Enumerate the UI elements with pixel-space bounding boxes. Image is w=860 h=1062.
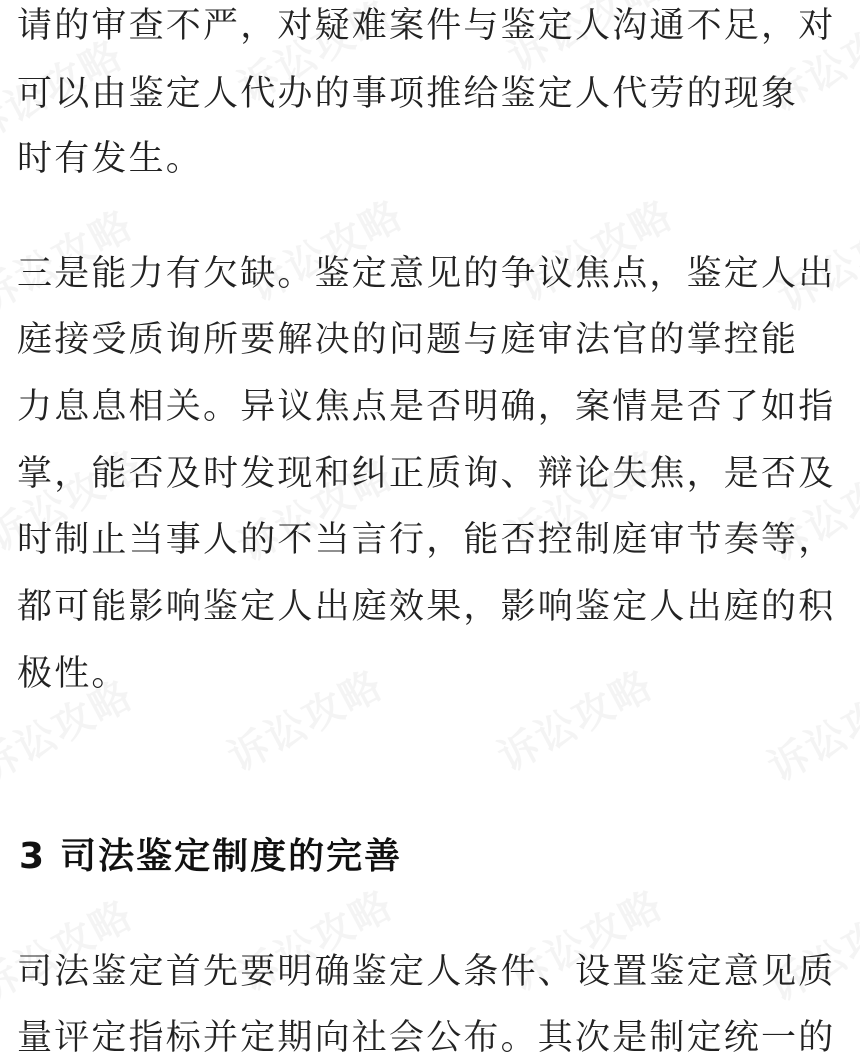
paragraph-line: 庭接受质询所要解决的问题与庭审法官的掌控能 bbox=[17, 320, 799, 360]
paragraph-line: 力息息相关。异议焦点是否明确，案情是否了如指 bbox=[17, 387, 836, 427]
section-title: 司法鉴定制度的完善 bbox=[60, 836, 403, 877]
paragraph-line: 掌，能否及时发现和纠正质询、辩论失焦，是否及 bbox=[17, 454, 836, 494]
paragraph-line: 三是能力有欠缺。鉴定意见的争议焦点，鉴定人出 bbox=[17, 254, 836, 294]
paragraph-line: 都可能影响鉴定人出庭效果，影响鉴定人出庭的积 bbox=[17, 587, 836, 627]
watermark-text bbox=[756, 664, 860, 793]
section-heading bbox=[19, 834, 402, 880]
paragraph-line: 极性。 bbox=[17, 654, 129, 694]
paragraph-line: 可以由鉴定人代办的事项推给鉴定人代劳的现象 bbox=[17, 74, 799, 114]
paragraph-line: 量评定指标并定期向社会公布。其次是制定统一的 bbox=[17, 1018, 836, 1058]
paragraph-line: 时制止当事人的不当言行，能否控制庭审节奏等， bbox=[17, 520, 836, 560]
section-number: 3 bbox=[19, 836, 47, 877]
watermark-text bbox=[216, 654, 391, 783]
watermark-text bbox=[486, 654, 661, 783]
paragraph-line: 时有发生。 bbox=[17, 139, 204, 179]
paragraph-line: 请的审查不严，对疑难案件与鉴定人沟通不足，对 bbox=[17, 6, 836, 46]
paragraph-line: 司法鉴定首先要明确鉴定人条件、设置鉴定意见质 bbox=[17, 952, 836, 992]
